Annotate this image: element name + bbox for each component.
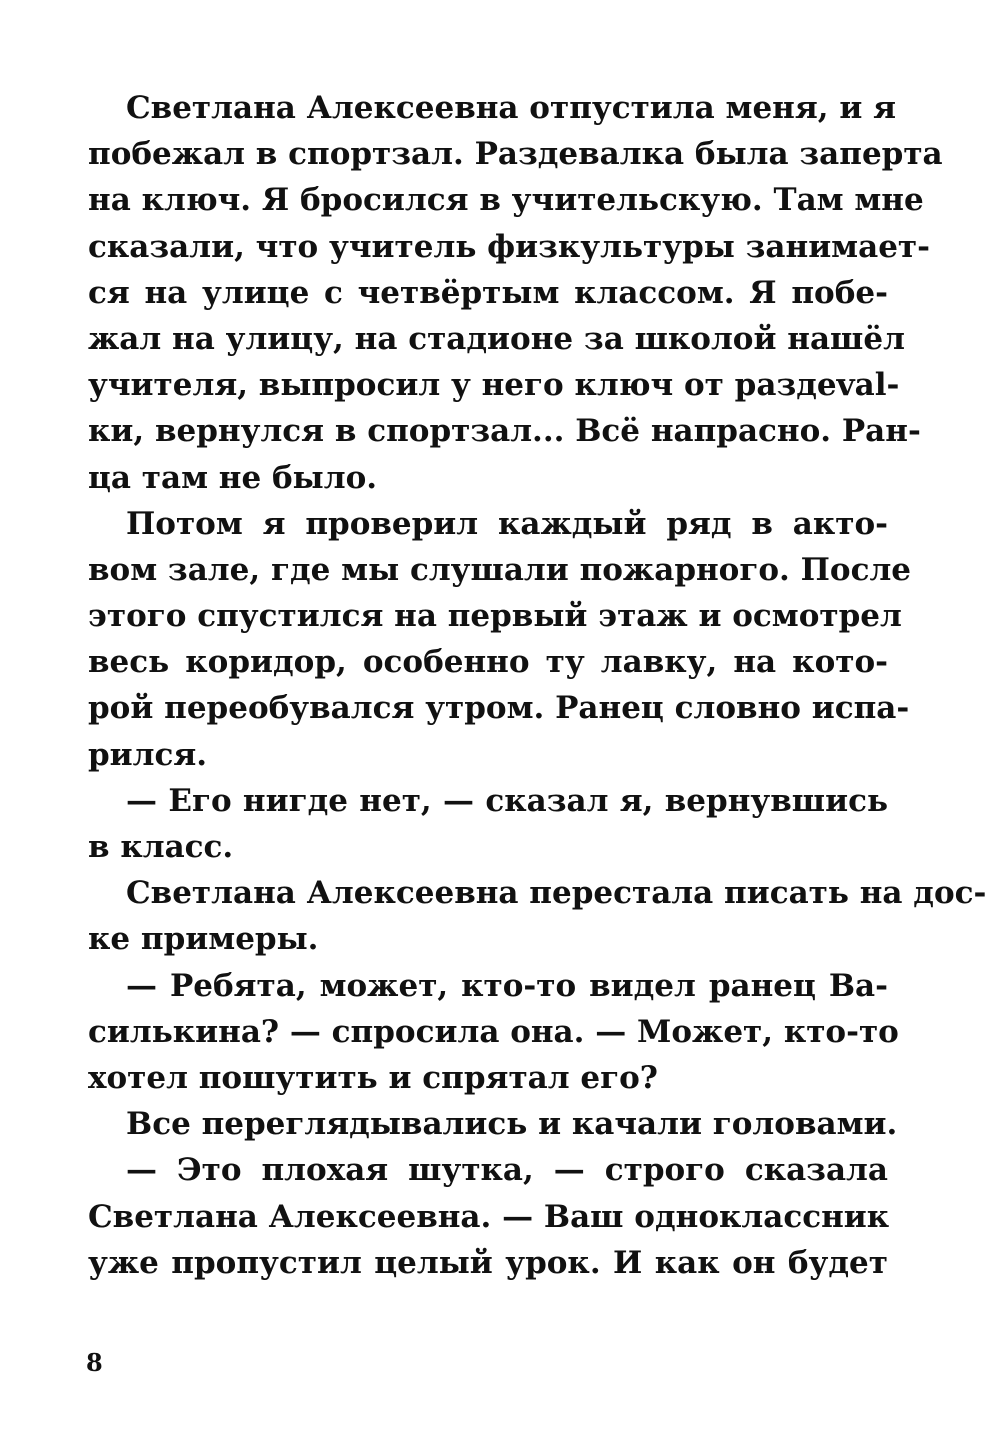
text-line: уже пропустил целый урок. И как он будет <box>88 1244 888 1281</box>
text-line: на ключ. Я бросился в учительскую. Там мне <box>88 182 924 219</box>
text-line: хотел пошутить и спрятал его? <box>88 1059 658 1096</box>
text-line: этого спустился на первый этаж и осмотрел <box>88 598 902 635</box>
text-line: рой переобувался утром. Ранец словно испа- <box>88 690 910 727</box>
text-line: рился. <box>88 736 208 773</box>
text-line: ке примеры. <box>88 921 319 958</box>
body-text <box>88 85 987 1286</box>
text-line: Потом я проверил каждый ряд в акто- <box>126 505 888 542</box>
text-line: силькина? — спросила она. — Может, кто-то <box>88 1013 899 1050</box>
text-line: — Ребята, может, кто-то видел ранец Ва- <box>126 967 888 1004</box>
text-line: в класс. <box>88 829 234 865</box>
text-line: Светлана Алексеевна перестала писать на дос- <box>126 875 987 912</box>
text-line: Все переглядывались и качали головами. <box>126 1106 898 1143</box>
text-line: вом зале, где мы слушали пожарного. После <box>88 551 912 588</box>
text-line: побежал в спортзал. Раздевалка была заперта <box>88 136 943 173</box>
text-line: Светлана Алексеевна. — Ваш одноклассник <box>88 1198 890 1235</box>
text-line: ки, вернулся в спортзал... Всё напрасно. Ран- <box>88 413 921 450</box>
text-line: — Это плохая шутка, — строго сказала <box>126 1152 888 1189</box>
text-line: жал на улицу, на стадионе за школой нашёл <box>88 320 905 357</box>
text-line: ся на улице с четвёртым классом. Я побе- <box>88 274 888 311</box>
text-line: Светлана Алексеевна отпустила меня, и я <box>126 90 897 126</box>
text-line: ца там не было. <box>88 459 378 496</box>
text-line: учителя, выпросил у него ключ от раздеval- <box>88 367 900 404</box>
page-number: 8 <box>86 1348 103 1377</box>
text-line: — Его нигде нет, — сказал я, вернувшись <box>126 782 888 819</box>
text-line: весь коридор, особенно ту лавку, на кото- <box>88 644 888 681</box>
text-line: сказали, что учитель физкультуры занимает- <box>88 228 930 265</box>
